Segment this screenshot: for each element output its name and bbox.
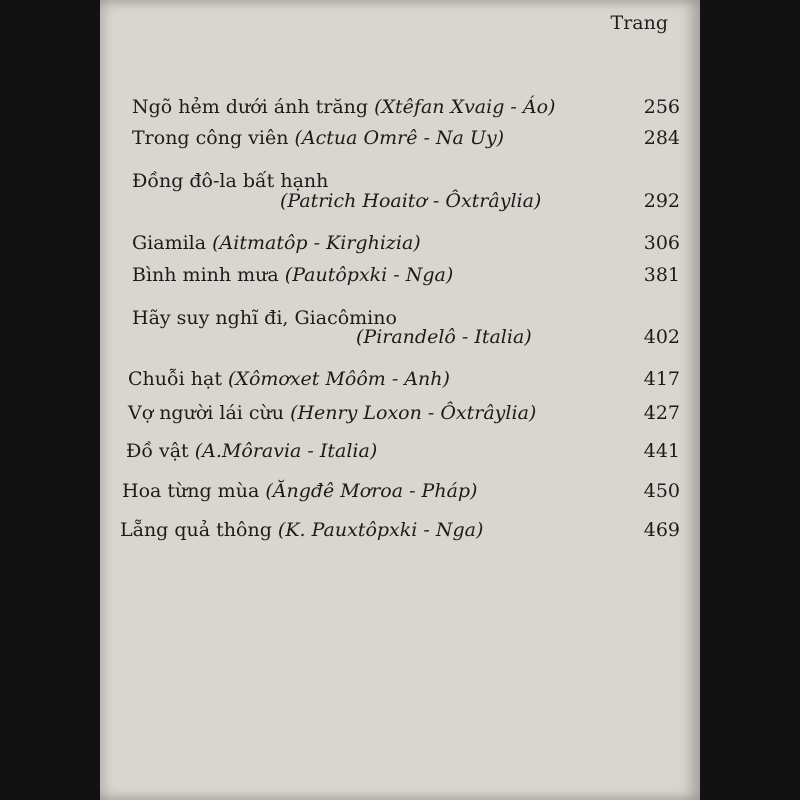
toc-entry-page: 256 xyxy=(643,96,680,118)
toc-entry-author: (Pirandelô - Italia) xyxy=(356,326,532,348)
toc-entry-title: Bình minh mưa xyxy=(132,264,279,286)
toc-entry-page: 306 xyxy=(643,232,680,254)
toc-entry-line xyxy=(132,232,421,254)
toc-entry-author: (Actua Omrê - Na Uy) xyxy=(294,127,505,149)
toc-entry-line xyxy=(132,96,555,118)
toc-entry-line xyxy=(132,264,453,286)
toc-entry-page: 469 xyxy=(643,519,680,541)
toc-entry-line xyxy=(128,368,450,390)
page-column-header: Trang xyxy=(610,12,668,34)
toc-entry-author: (K. Pauxtôpxki - Nga) xyxy=(277,519,484,541)
toc-entry-author: (Patrich Hoaitơ - Ôxtrâylia) xyxy=(280,190,542,212)
toc-entry-page: 450 xyxy=(643,480,680,502)
toc-entry-title: Giamila xyxy=(132,232,207,254)
toc-entry-page: 417 xyxy=(643,368,680,390)
toc-entry-author: (A.Môravia - Italia) xyxy=(194,440,378,462)
toc-entry-title: Lẵng quả thông xyxy=(120,519,272,541)
toc-entry-title: Đồng đô-la bất hạnh xyxy=(132,170,329,192)
toc-entry-author: (Ăngđê Mơroa - Pháp) xyxy=(265,480,478,502)
toc-entry-title: Đồ vật xyxy=(126,440,189,462)
toc-entry-author: (Henry Loxon - Ôxtrâylia) xyxy=(290,402,537,424)
toc-entry-page: 427 xyxy=(643,402,680,424)
toc-entry-author: (Xtêfan Xvaig - Áo) xyxy=(374,96,556,118)
toc-entry-line xyxy=(126,440,377,462)
toc-entry-title: Hoa từng mùa xyxy=(122,480,260,502)
toc-entry-page: 441 xyxy=(643,440,680,462)
toc-entry-line xyxy=(132,127,504,149)
toc-entry-author: (Aitmatôp - Kirghizia) xyxy=(212,232,421,254)
toc-entry-title: Ngõ hẻm dưới ánh trăng xyxy=(132,96,369,118)
toc-entry-line xyxy=(128,402,536,424)
toc-entry-line xyxy=(122,480,477,502)
toc-entry-author: (Xômơxet Môôm - Anh) xyxy=(228,368,450,390)
toc-entry-page: 381 xyxy=(643,264,680,286)
toc-entry-title: Hãy suy nghĩ đi, Giacômino xyxy=(132,307,397,329)
toc-entry-page: 292 xyxy=(643,190,680,212)
toc-entry-title: Vợ người lái cừu xyxy=(128,402,285,424)
toc-entry-title: Chuỗi hạt xyxy=(128,368,222,390)
toc-entry-page: 402 xyxy=(643,326,680,348)
toc-entry-author: (Pautôpxki - Nga) xyxy=(284,264,454,286)
toc-entry-title: Trong công viên xyxy=(132,127,289,149)
toc-entry-line xyxy=(120,519,483,541)
toc-entry-page: 284 xyxy=(643,127,680,149)
